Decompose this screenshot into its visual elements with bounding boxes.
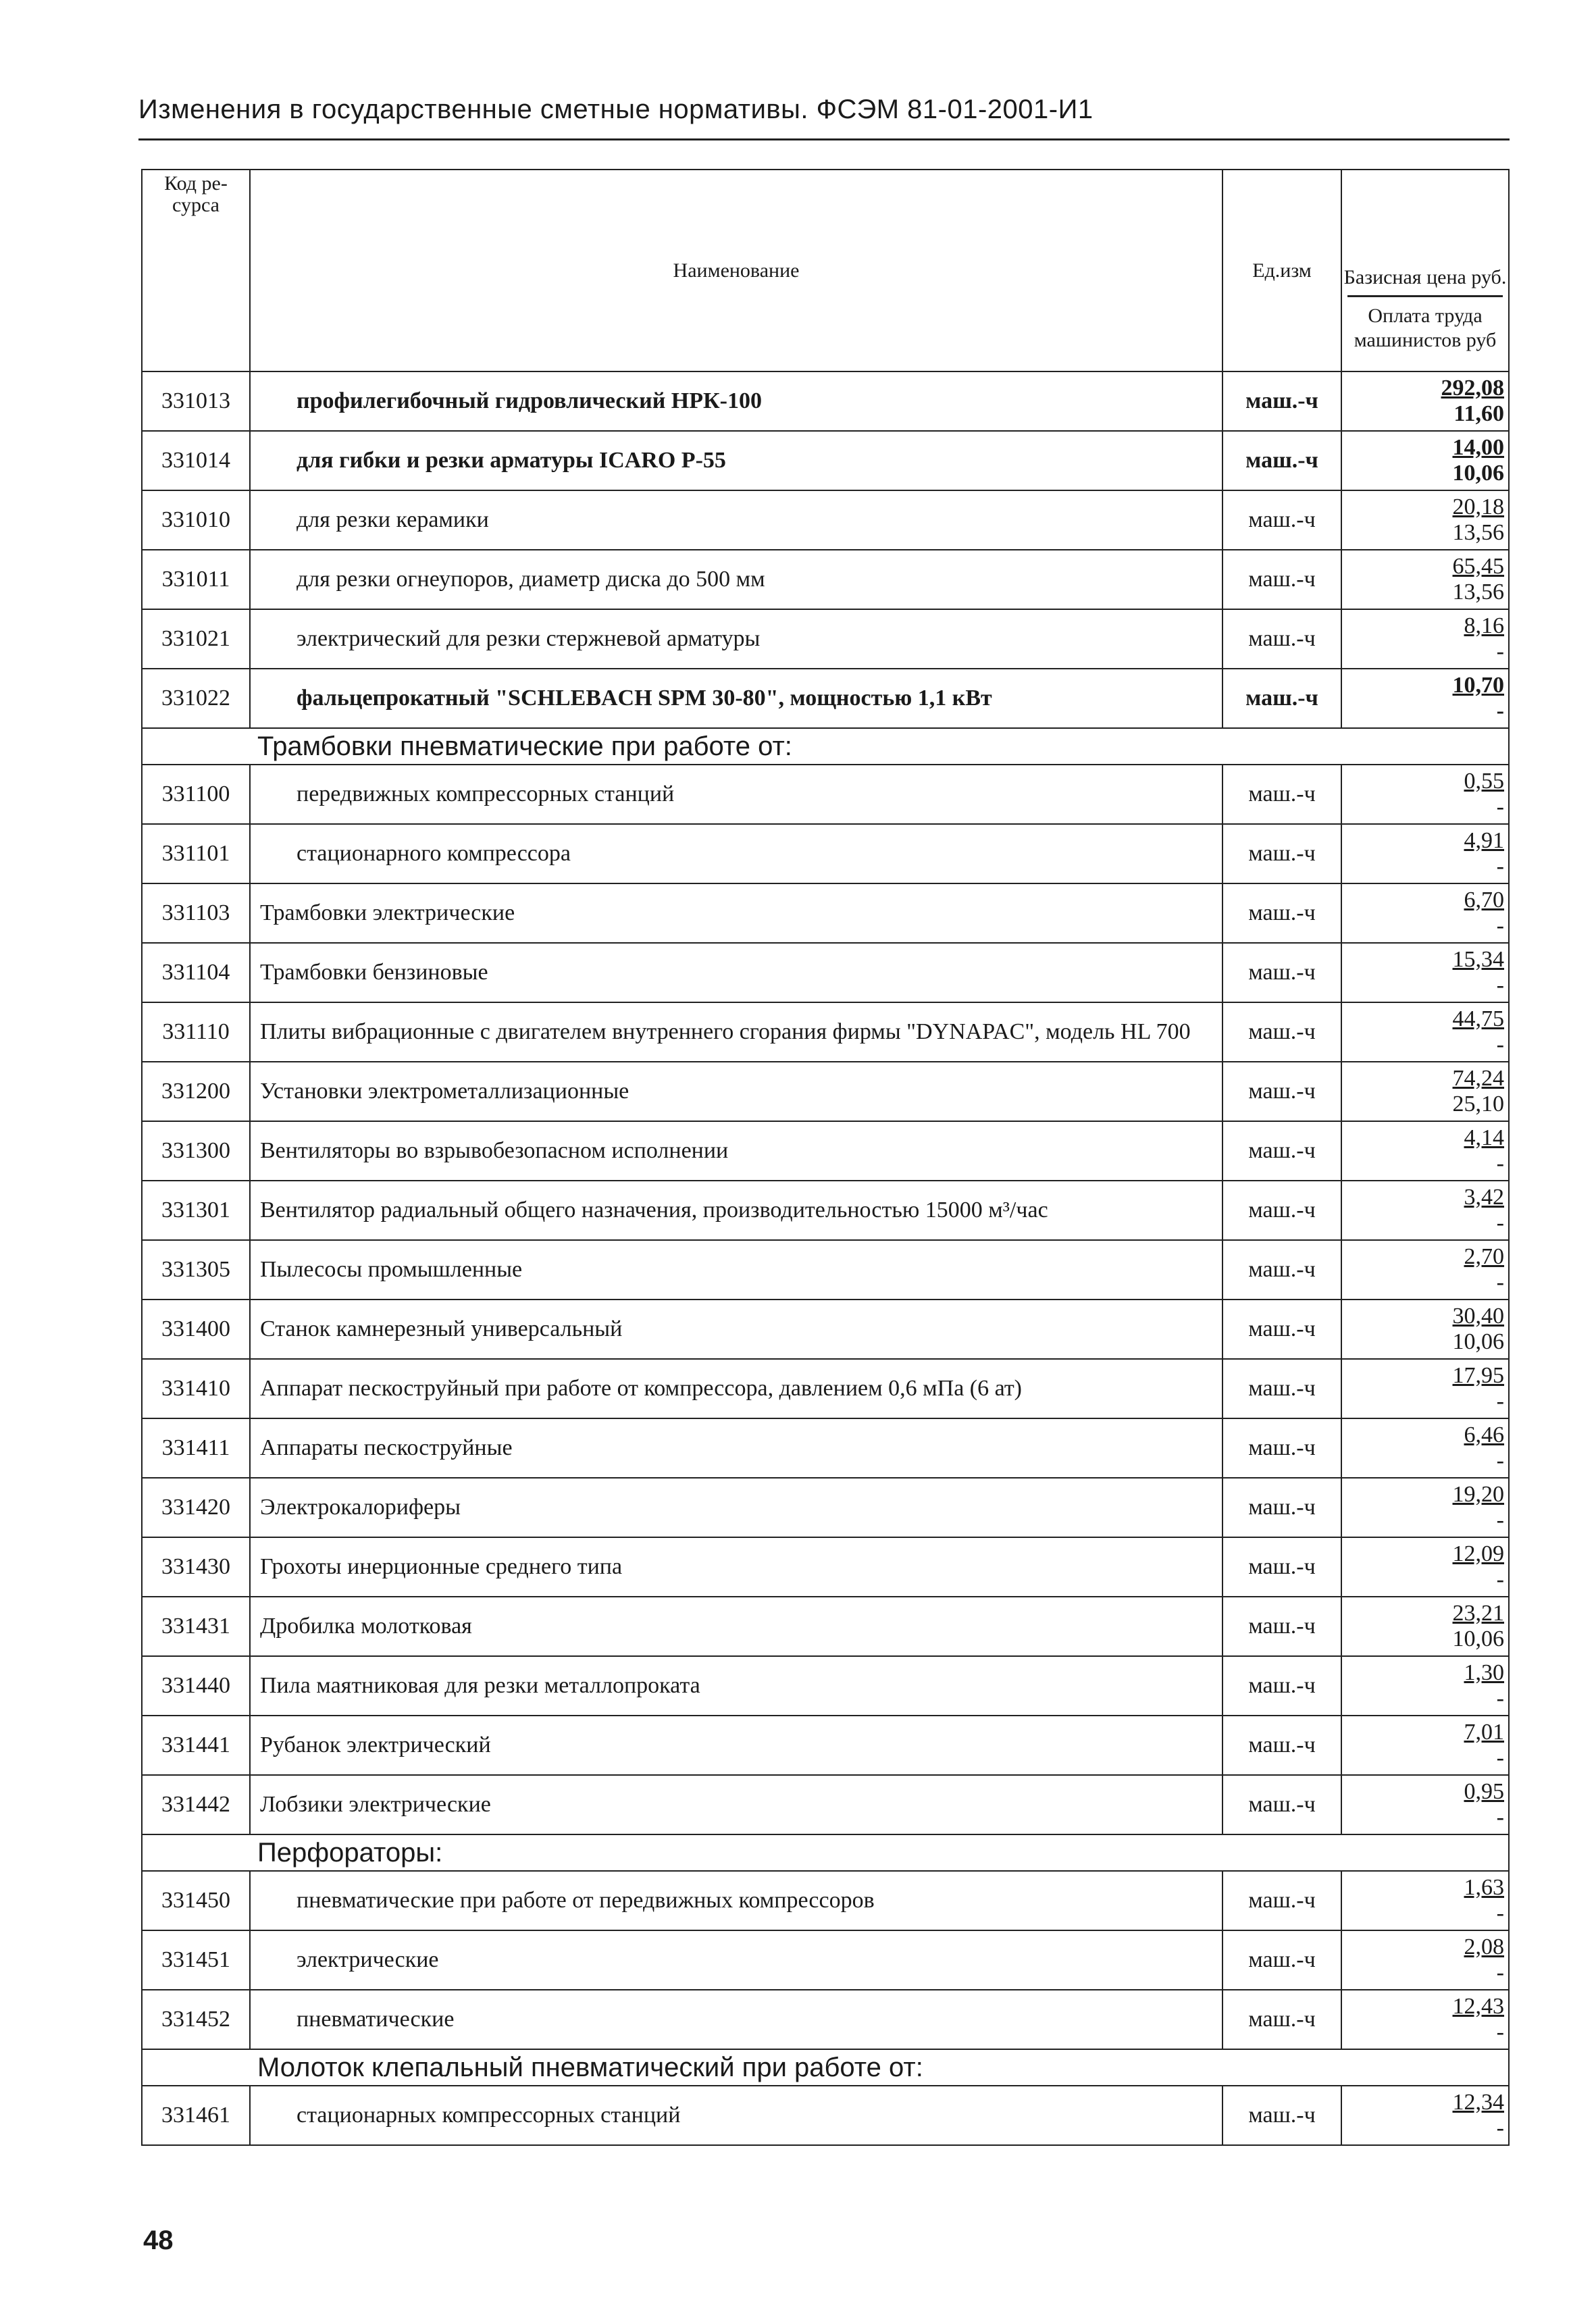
unit-of-measure: маш.-ч <box>1222 1716 1341 1775</box>
resource-code: 331441 <box>142 1716 250 1775</box>
table-row <box>142 550 1509 609</box>
operator-wage: - <box>1496 1686 1504 1711</box>
resource-code: 331301 <box>142 1181 250 1240</box>
table-row <box>142 1300 1509 1359</box>
resource-code: 331110 <box>142 1002 250 1062</box>
unit-of-measure: маш.-ч <box>1222 490 1341 550</box>
price-stack <box>1342 1422 1504 1474</box>
table-row <box>142 883 1509 943</box>
price-cell <box>1341 490 1509 550</box>
resource-name: Пила маятниковая для резки металлопроката <box>250 1656 1222 1716</box>
base-price: 3,42 <box>1464 1185 1504 1210</box>
operator-wage: - <box>1496 1032 1504 1057</box>
resource-name: пневматические при работе от передвижных компрессоров <box>250 1871 1222 1930</box>
resource-name: стационарного компрессора <box>250 824 1222 883</box>
resource-name: Аппарат пескоструйный при работе от компрессора, давлением 0,6 мПа (6 ат) <box>250 1359 1222 1418</box>
price-stack <box>1342 1601 1504 1652</box>
base-price: 74,24 <box>1452 1066 1504 1091</box>
price-stack <box>1342 1066 1504 1117</box>
price-stack <box>1342 1720 1504 1771</box>
unit-of-measure: маш.-ч <box>1222 883 1341 943</box>
price-stack <box>1342 1875 1504 1926</box>
table-row <box>142 1597 1509 1656</box>
table-row <box>142 371 1509 431</box>
table-row <box>142 824 1509 883</box>
resource-code: 331010 <box>142 490 250 550</box>
page-number: 48 <box>143 2226 174 2255</box>
operator-wage: - <box>1496 1805 1504 1830</box>
price-stack <box>1342 494 1504 546</box>
operator-wage: - <box>1496 1270 1504 1295</box>
price-cell <box>1341 943 1509 1002</box>
price-stack <box>1342 769 1504 820</box>
unit-of-measure: маш.-ч <box>1222 1656 1341 1716</box>
resource-name: фальцепрокатный "SCHLEBACH SPM 30-80", мощностью 1,1 кВт <box>250 669 1222 728</box>
resource-table <box>141 169 1510 2146</box>
table-row <box>142 765 1509 824</box>
resource-name: Аппараты пескоструйные <box>250 1418 1222 1478</box>
operator-wage: - <box>1496 1448 1504 1473</box>
operator-wage: - <box>1496 794 1504 819</box>
resource-code: 331100 <box>142 765 250 824</box>
resource-name: Электрокалориферы <box>250 1478 1222 1537</box>
header-unit: Ед.изм <box>1222 170 1341 371</box>
price-cell <box>1341 1716 1509 1775</box>
price-stack <box>1342 1363 1504 1414</box>
group-heading-row <box>142 728 1509 765</box>
price-cell <box>1341 1300 1509 1359</box>
unit-of-measure: маш.-ч <box>1222 1062 1341 1121</box>
operator-wage: - <box>1496 1901 1504 1926</box>
resource-code: 331300 <box>142 1121 250 1181</box>
group-heading-row <box>142 2049 1509 2086</box>
header-rule <box>138 138 1510 140</box>
unit-of-measure: маш.-ч <box>1222 1478 1341 1537</box>
resource-code: 331451 <box>142 1930 250 1990</box>
unit-of-measure: маш.-ч <box>1222 371 1341 431</box>
price-stack <box>1342 376 1504 427</box>
resource-name: профилегибочный гидровлический НРК-100 <box>250 371 1222 431</box>
price-stack <box>1342 1185 1504 1236</box>
table-row <box>142 1062 1509 1121</box>
group-heading-row <box>142 1834 1509 1871</box>
table-row <box>142 1121 1509 1181</box>
resource-code: 331014 <box>142 431 250 490</box>
price-stack <box>1342 613 1504 665</box>
price-stack <box>1342 1779 1504 1830</box>
operator-wage: - <box>1496 1745 1504 1770</box>
base-price: 20,18 <box>1452 494 1504 519</box>
base-price: 2,08 <box>1464 1934 1504 1959</box>
operator-wage: - <box>1496 639 1504 664</box>
table-body <box>142 371 1509 2145</box>
unit-of-measure: маш.-ч <box>1222 1418 1341 1478</box>
price-stack <box>1342 2090 1504 2141</box>
resource-name: пневматические <box>250 1990 1222 2049</box>
base-price: 4,91 <box>1464 828 1504 853</box>
base-price: 4,14 <box>1464 1125 1504 1150</box>
resource-name: передвижных компрессорных станций <box>250 765 1222 824</box>
price-cell <box>1341 371 1509 431</box>
price-cell <box>1341 1537 1509 1597</box>
unit-of-measure: маш.-ч <box>1222 1181 1341 1240</box>
price-stack <box>1342 1244 1504 1295</box>
operator-wage: - <box>1496 2020 1504 2045</box>
price-stack <box>1342 1125 1504 1177</box>
table-row <box>142 1418 1509 1478</box>
table-row <box>142 943 1509 1002</box>
resource-name: Станок камнерезный универсальный <box>250 1300 1222 1359</box>
price-stack <box>1342 1660 1504 1712</box>
base-price: 14,00 <box>1452 435 1504 460</box>
resource-code: 331420 <box>142 1478 250 1537</box>
base-price: 6,70 <box>1464 888 1504 912</box>
table-row <box>142 2086 1509 2145</box>
price-stack <box>1342 1304 1504 1355</box>
base-price: 292,08 <box>1441 376 1504 401</box>
table-row <box>142 1716 1509 1775</box>
price-cell <box>1341 824 1509 883</box>
price-cell <box>1341 1062 1509 1121</box>
resource-code: 331450 <box>142 1871 250 1930</box>
base-price: 30,40 <box>1452 1304 1504 1329</box>
price-cell <box>1341 883 1509 943</box>
base-price: 12,34 <box>1452 2090 1504 2115</box>
base-price: 19,20 <box>1452 1482 1504 1507</box>
resource-name: Пылесосы промышленные <box>250 1240 1222 1300</box>
unit-of-measure: маш.-ч <box>1222 2086 1341 2145</box>
resource-code: 331104 <box>142 943 250 1002</box>
unit-of-measure: маш.-ч <box>1222 1300 1341 1359</box>
resource-code: 331305 <box>142 1240 250 1300</box>
table-row <box>142 1181 1509 1240</box>
unit-of-measure: маш.-ч <box>1222 824 1341 883</box>
base-price: 2,70 <box>1464 1244 1504 1269</box>
price-cell <box>1341 1871 1509 1930</box>
price-cell <box>1341 1121 1509 1181</box>
operator-wage: 10,06 <box>1452 1626 1504 1651</box>
price-cell <box>1341 550 1509 609</box>
price-stack <box>1342 1482 1504 1533</box>
price-cell <box>1341 1930 1509 1990</box>
resource-name: для резки керамики <box>250 490 1222 550</box>
price-stack <box>1342 435 1504 486</box>
unit-of-measure: маш.-ч <box>1222 1775 1341 1834</box>
table-row <box>142 609 1509 669</box>
header-operator-wage: Оплата труда машинистов руб <box>1347 295 1503 353</box>
price-cell <box>1341 669 1509 728</box>
operator-wage: - <box>1496 1567 1504 1592</box>
resource-code: 331021 <box>142 609 250 669</box>
price-cell <box>1341 1775 1509 1834</box>
resource-name: электрические <box>250 1930 1222 1990</box>
resource-name: Вентилятор радиальный общего назначения, производительностью 15000 м³/час <box>250 1181 1222 1240</box>
unit-of-measure: маш.-ч <box>1222 1930 1341 1990</box>
base-price: 44,75 <box>1452 1006 1504 1031</box>
header-base-price: Базисная цена руб. <box>1343 266 1507 288</box>
table-row <box>142 431 1509 490</box>
unit-of-measure: маш.-ч <box>1222 1359 1341 1418</box>
group-heading: Молоток клепальный пневматический при работе от: <box>142 2049 1509 2086</box>
price-stack <box>1342 1934 1504 1986</box>
resource-name: для гибки и резки арматуры ICARO P-55 <box>250 431 1222 490</box>
price-cell <box>1341 431 1509 490</box>
table-row <box>142 1930 1509 1990</box>
operator-wage: - <box>1496 1960 1504 1985</box>
unit-of-measure: маш.-ч <box>1222 669 1341 728</box>
table-row <box>142 1775 1509 1834</box>
resource-code: 331410 <box>142 1359 250 1418</box>
operator-wage: - <box>1496 1210 1504 1235</box>
table-row <box>142 1240 1509 1300</box>
base-price: 17,95 <box>1452 1363 1504 1388</box>
resource-name: Рубанок электрический <box>250 1716 1222 1775</box>
unit-of-measure: маш.-ч <box>1222 609 1341 669</box>
price-cell <box>1341 1656 1509 1716</box>
operator-wage: - <box>1496 854 1504 879</box>
page-header-title: Изменения в государственные сметные нормативы. ФСЭМ 81-01-2001-И1 <box>138 95 1093 124</box>
operator-wage: 10,06 <box>1452 461 1504 486</box>
resource-name: электрический для резки стержневой арматуры <box>250 609 1222 669</box>
operator-wage: 25,10 <box>1452 1091 1504 1116</box>
table-row <box>142 1359 1509 1418</box>
table-row <box>142 669 1509 728</box>
operator-wage: 13,56 <box>1452 580 1504 605</box>
resource-code: 331440 <box>142 1656 250 1716</box>
group-heading: Перфораторы: <box>142 1834 1509 1871</box>
base-price: 7,01 <box>1464 1720 1504 1745</box>
resource-name: для резки огнеупоров, диаметр диска до 500 мм <box>250 550 1222 609</box>
table-header-row <box>142 170 1509 371</box>
price-stack <box>1342 828 1504 879</box>
resource-name: Лобзики электрические <box>250 1775 1222 1834</box>
unit-of-measure: маш.-ч <box>1222 431 1341 490</box>
resource-code: 331452 <box>142 1990 250 2049</box>
unit-of-measure: маш.-ч <box>1222 1990 1341 2049</box>
price-stack <box>1342 947 1504 998</box>
price-stack <box>1342 1006 1504 1058</box>
unit-of-measure: маш.-ч <box>1222 1240 1341 1300</box>
operator-wage: 11,60 <box>1453 401 1504 426</box>
unit-of-measure: маш.-ч <box>1222 1597 1341 1656</box>
table-row <box>142 490 1509 550</box>
base-price: 1,63 <box>1464 1875 1504 1900</box>
table-row <box>142 1990 1509 2049</box>
resource-code: 331411 <box>142 1418 250 1478</box>
price-cell <box>1341 1990 1509 2049</box>
base-price: 1,30 <box>1464 1660 1504 1685</box>
resource-code: 331013 <box>142 371 250 431</box>
price-cell <box>1341 765 1509 824</box>
price-cell <box>1341 1181 1509 1240</box>
resource-code: 331431 <box>142 1597 250 1656</box>
operator-wage: - <box>1496 973 1504 998</box>
header-price <box>1341 170 1509 371</box>
group-heading: Трамбовки пневматические при работе от: <box>142 728 1509 765</box>
resource-code: 331101 <box>142 824 250 883</box>
price-stack <box>1342 673 1504 724</box>
unit-of-measure: маш.-ч <box>1222 1871 1341 1930</box>
resource-name: Трамбовки электрические <box>250 883 1222 943</box>
base-price: 15,34 <box>1452 947 1504 972</box>
resource-name: Установки электрометаллизационные <box>250 1062 1222 1121</box>
operator-wage: - <box>1496 1151 1504 1176</box>
resource-code: 331011 <box>142 550 250 609</box>
base-price: 8,16 <box>1464 613 1504 638</box>
unit-of-measure: маш.-ч <box>1222 943 1341 1002</box>
operator-wage: - <box>1496 2115 1504 2140</box>
table-row <box>142 1478 1509 1537</box>
base-price: 0,55 <box>1464 769 1504 794</box>
table-row <box>142 1537 1509 1597</box>
base-price: 65,45 <box>1452 554 1504 579</box>
operator-wage: - <box>1496 1508 1504 1533</box>
resource-code: 331400 <box>142 1300 250 1359</box>
resource-code: 331022 <box>142 669 250 728</box>
header-code: Код ре- сурса <box>142 170 250 371</box>
unit-of-measure: маш.-ч <box>1222 1537 1341 1597</box>
price-cell <box>1341 1002 1509 1062</box>
header-name: Наименование <box>250 170 1222 371</box>
resource-code: 331461 <box>142 2086 250 2145</box>
resource-name: Дробилка молотковая <box>250 1597 1222 1656</box>
operator-wage: - <box>1496 1389 1504 1414</box>
price-cell <box>1341 1359 1509 1418</box>
price-cell <box>1341 1597 1509 1656</box>
price-cell <box>1341 1418 1509 1478</box>
unit-of-measure: маш.-ч <box>1222 1002 1341 1062</box>
resource-code: 331103 <box>142 883 250 943</box>
resource-code: 331200 <box>142 1062 250 1121</box>
price-cell <box>1341 2086 1509 2145</box>
price-stack <box>1342 1541 1504 1593</box>
unit-of-measure: маш.-ч <box>1222 550 1341 609</box>
unit-of-measure: маш.-ч <box>1222 1121 1341 1181</box>
table-row <box>142 1656 1509 1716</box>
resource-code: 331442 <box>142 1775 250 1834</box>
table-row <box>142 1002 1509 1062</box>
operator-wage: - <box>1496 913 1504 938</box>
price-cell <box>1341 1478 1509 1537</box>
base-price: 12,09 <box>1452 1541 1504 1566</box>
price-stack <box>1342 1994 1504 2045</box>
price-stack <box>1342 554 1504 605</box>
operator-wage: 10,06 <box>1452 1329 1504 1354</box>
resource-name: Плиты вибрационные с двигателем внутреннего сгорания фирмы "DYNAPAC", модель HL 700 <box>250 1002 1222 1062</box>
resource-name: Вентиляторы во взрывобезопасном исполнении <box>250 1121 1222 1181</box>
resource-name: стационарных компрессорных станций <box>250 2086 1222 2145</box>
resource-code: 331430 <box>142 1537 250 1597</box>
base-price: 23,21 <box>1452 1601 1504 1626</box>
unit-of-measure: маш.-ч <box>1222 765 1341 824</box>
table-row <box>142 1871 1509 1930</box>
price-stack <box>1342 888 1504 939</box>
base-price: 12,43 <box>1452 1994 1504 2019</box>
operator-wage: 13,56 <box>1452 520 1504 545</box>
base-price: 6,46 <box>1464 1422 1504 1447</box>
operator-wage: - <box>1496 698 1504 723</box>
price-cell <box>1341 1240 1509 1300</box>
base-price: 10,70 <box>1452 673 1504 698</box>
resource-name: Грохоты инерционные среднего типа <box>250 1537 1222 1597</box>
resource-name: Трамбовки бензиновые <box>250 943 1222 1002</box>
base-price: 0,95 <box>1464 1779 1504 1804</box>
price-cell <box>1341 609 1509 669</box>
